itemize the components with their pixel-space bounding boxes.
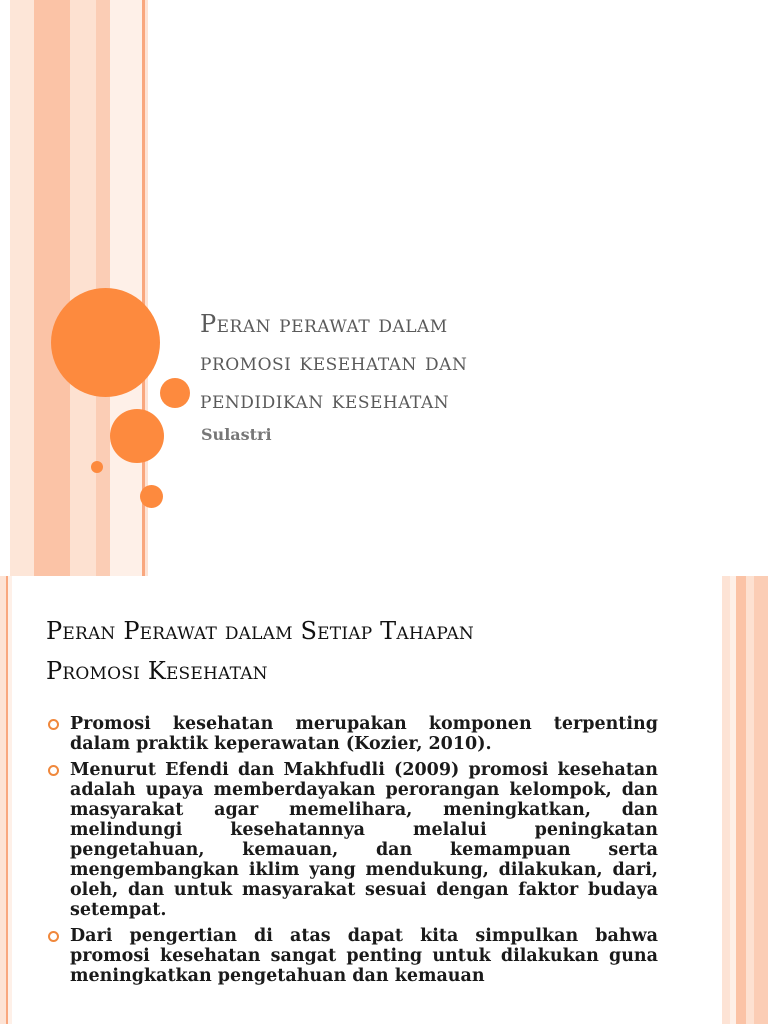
decor-stripe [754, 576, 768, 1024]
medium-circle-icon [110, 409, 164, 463]
decor-stripe [34, 0, 70, 576]
title-line: Promosi Kesehatan [46, 657, 268, 685]
slide-title [200, 305, 740, 419]
circle-outline-bullet-icon [48, 765, 59, 776]
title-line: pendidikan kesehatan [200, 386, 450, 414]
small-circle-icon [160, 378, 190, 408]
bullet-item [46, 714, 658, 754]
circle-outline-bullet-icon [48, 719, 59, 730]
decor-stripe [70, 0, 96, 576]
decor-stripe [746, 576, 754, 1024]
decor-stripe [10, 0, 34, 576]
bullet-item [46, 760, 658, 920]
small-circle-icon [140, 485, 163, 508]
author-name: Sulastri [201, 425, 272, 444]
title-line: Peran perawat dalam [200, 310, 448, 338]
bullet-text: Promosi kesehatan merupakan komponen terpenting dalam praktik keperawatan (Kozier, 2010). [70, 714, 658, 754]
title-line: Peran Perawat dalam Setiap Tahapan [46, 617, 475, 645]
decor-stripe [736, 576, 746, 1024]
slide-title [46, 611, 706, 691]
content-slide [0, 576, 768, 1024]
bullet-text: Dari pengertian di atas dapat kita simpulkan bahwa promosi kesehatan sangat penting untuk dilakukan guna meningkatkan pengetahuan dan kemauan [70, 926, 658, 986]
bullet-list [46, 714, 658, 992]
title-line: promosi kesehatan dan [200, 348, 468, 376]
bullet-text: Menurut Efendi dan Makhfudli (2009) promosi kesehatan adalah upaya memberdayakan perorangan kelompok, dan masyarakat agar memelihara, meningkatkan, dan melindungi kesehatannya melalui peningkatan pengetahuan, kemauan, dan kemampuan serta mengembangkan iklim yang mendukung, dilakukan, dari, oleh, dan untuk masyarakat sesuai dengan faktor budaya setempat. [70, 760, 658, 920]
bullet-item [46, 926, 658, 986]
decor-stripe [722, 576, 730, 1024]
tiny-circle-icon [91, 461, 103, 473]
circle-outline-bullet-icon [48, 931, 59, 942]
large-circle-icon [51, 288, 160, 397]
decor-stripe [8, 576, 12, 1024]
